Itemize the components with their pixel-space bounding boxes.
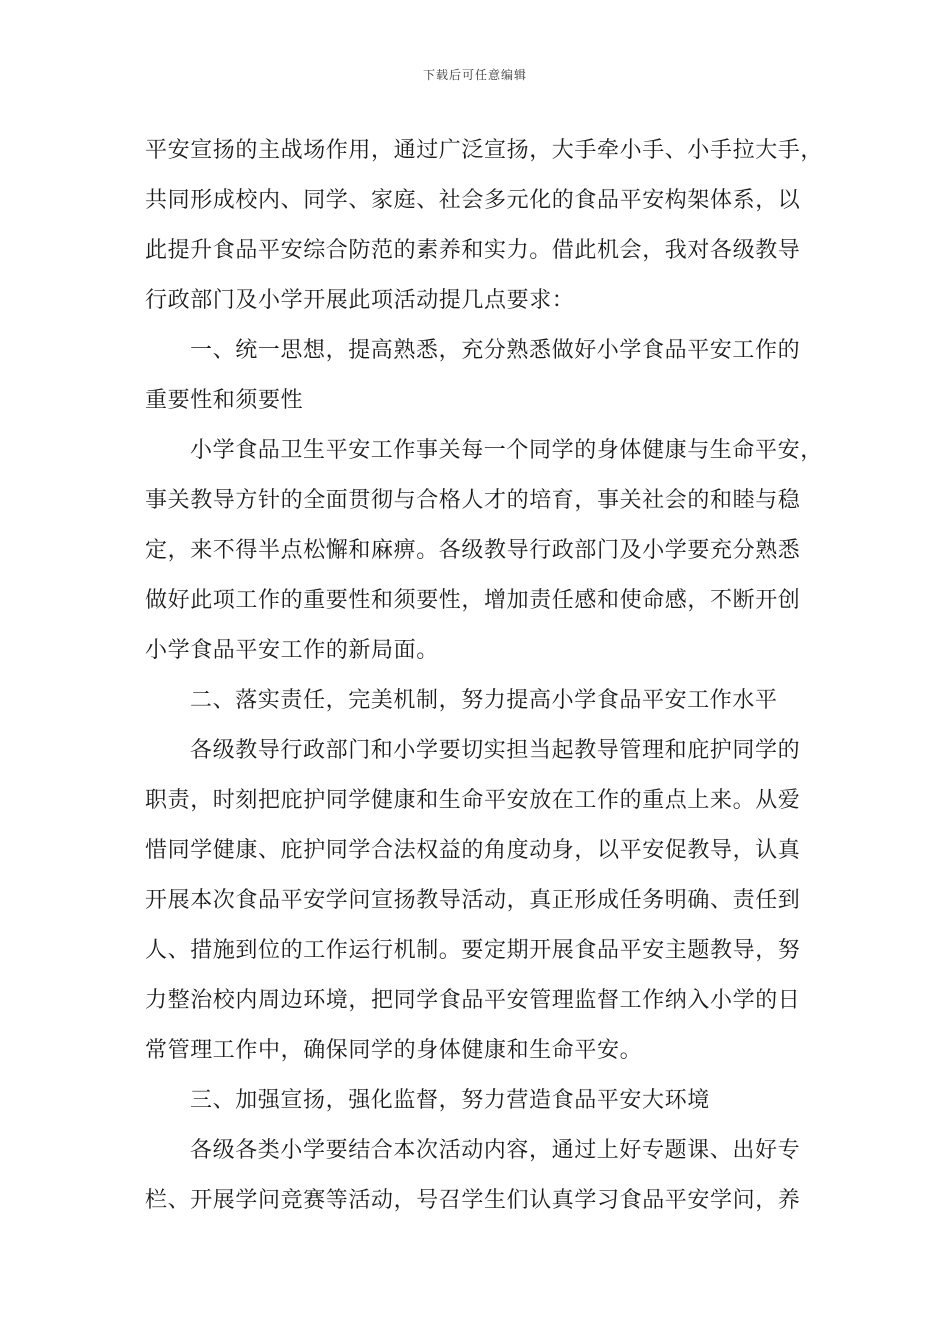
document-body [145, 126, 824, 1226]
text-line: 事关教导方针的全面贯彻与合格人才的培育，事关社会的和睦与稳 [145, 488, 801, 513]
text-line: 常管理工作中，确保同学的身体健康和生命平安。 [145, 1038, 643, 1063]
text-line: 三、加强宣扬，强化监督，努力营造食品平安大环境 [190, 1088, 710, 1113]
text-line: 定，来不得半点松懈和麻痹。各级教导行政部门及小学要充分熟悉 [145, 538, 801, 563]
text-line: 惜同学健康、庇护同学合法权益的角度动身，以平安促教导，认真 [145, 838, 801, 863]
text-line: 做好此项工作的重要性和须要性，增加责任感和使命感，不断开创 [145, 588, 801, 613]
text-line: 行政部门及小学开展此项活动提几点要求： [145, 288, 575, 313]
text-line: 二、落实责任，完美机制，努力提高小学食品平安工作水平 [190, 688, 778, 713]
text-line: 此提升食品平安综合防范的素养和实力。借此机会，我对各级教导 [145, 238, 801, 263]
text-line: 平安宣扬的主战场作用，通过广泛宣扬，大手牵小手、小手拉大手， [145, 138, 824, 163]
page-header-note: 下载后可任意编辑 [422, 68, 527, 82]
text-line: 各级教导行政部门和小学要切实担当起教导管理和庇护同学的 [190, 738, 801, 763]
text-line: 栏、开展学问竞赛等活动，号召学生们认真学习食品平安学问，养 [145, 1188, 801, 1213]
text-line: 力整治校内周边环境，把同学食品平安管理监督工作纳入小学的日 [145, 988, 801, 1013]
text-line: 职责，时刻把庇护同学健康和生命平安放在工作的重点上来。从爱 [145, 788, 801, 813]
text-line: 开展本次食品平安学问宣扬教导活动，真正形成任务明确、责任到 [145, 888, 801, 913]
text-line: 重要性和须要性 [145, 388, 304, 413]
text-line: 共同形成校内、同学、家庭、社会多元化的食品平安构架体系，以 [145, 188, 801, 213]
text-line: 小学食品平安工作的新局面。 [145, 638, 439, 663]
text-line: 人、措施到位的工作运行机制。要定期开展食品平安主题教导，努 [145, 938, 801, 963]
text-line: 小学食品卫生平安工作事关每一个同学的身体健康与生命平安， [190, 438, 823, 463]
text-line: 各级各类小学要结合本次活动内容，通过上好专题课、出好专 [190, 1138, 801, 1163]
text-line: 一、统一思想，提高熟悉，充分熟悉做好小学食品平安工作的 [190, 338, 801, 363]
